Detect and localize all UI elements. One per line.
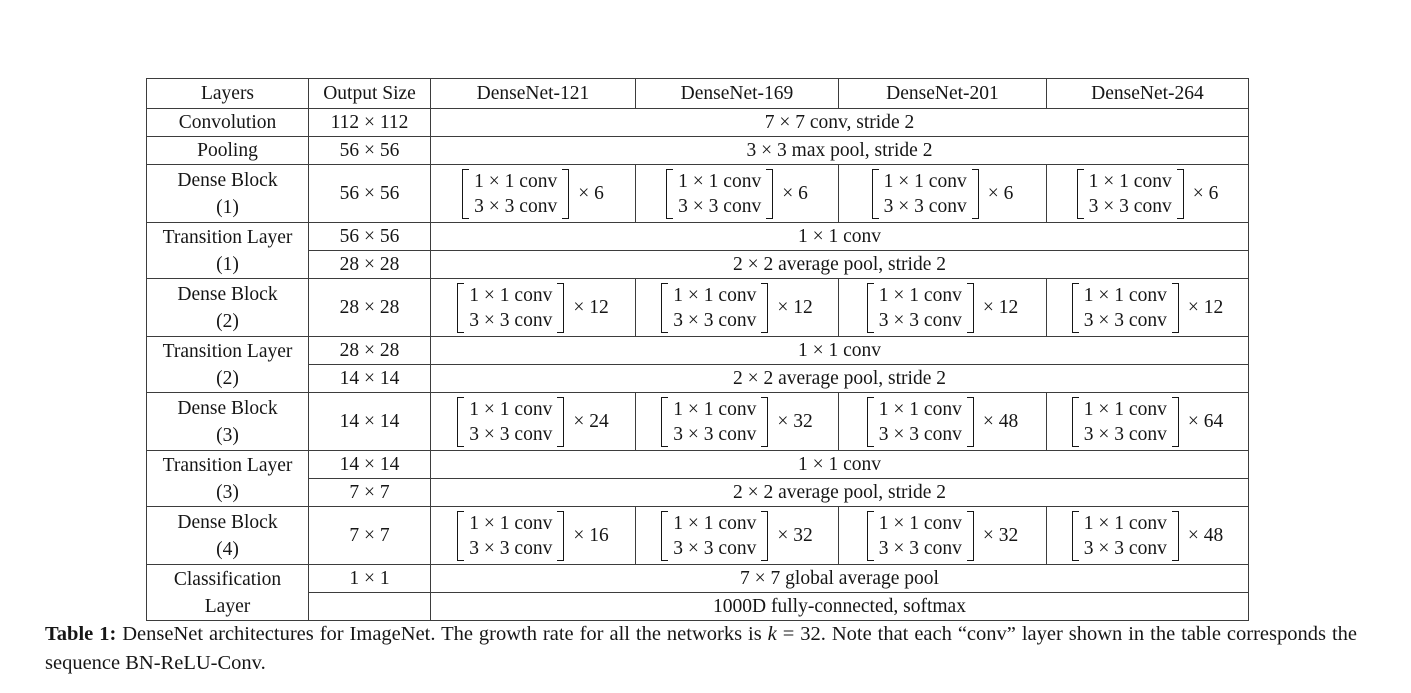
conv-line: 3 × 3 conv (878, 537, 962, 559)
conv-line: 1 × 1 conv (673, 512, 757, 534)
table-row (147, 365, 1249, 393)
conv-line: 1 × 1 conv (673, 398, 757, 420)
layer-name-line: Transition Layer (162, 454, 293, 476)
left-bracket-icon (661, 397, 668, 447)
left-bracket-icon (1072, 283, 1079, 333)
left-bracket-icon (867, 283, 874, 333)
repeat-count: × 6 (782, 182, 808, 204)
left-bracket-icon (867, 397, 874, 447)
layer-name-line: Dense Block (177, 397, 278, 419)
conv-line: 3 × 3 conv (469, 537, 553, 559)
conv-block-matrix (638, 511, 836, 561)
conv-line: 1 × 1 conv (678, 170, 762, 192)
repeat-count: × 12 (1187, 296, 1224, 318)
repeat-count: × 6 (1192, 182, 1219, 204)
conv-block-cell (431, 507, 636, 565)
conv-block-matrix (433, 397, 633, 447)
column-header: Output Size (309, 79, 431, 109)
right-bracket-icon (557, 511, 564, 561)
right-bracket-icon (766, 169, 773, 219)
caption-math-k: k (767, 623, 777, 645)
layer-name-line: (4) (216, 538, 239, 560)
table-row (147, 223, 1249, 251)
caption-text-after: = 32. Note that each “conv” layer shown in the table corresponds the sequence BN-ReLU-Conv. (45, 623, 1357, 674)
conv-line: 1 × 1 conv (469, 398, 553, 420)
left-bracket-icon (1077, 169, 1084, 219)
operation-cell: 2 × 2 average pool, stride 2 (431, 479, 1249, 507)
conv-block-lines (879, 397, 962, 447)
right-bracket-icon (761, 283, 768, 333)
left-bracket-icon (457, 397, 464, 447)
conv-block-matrix (841, 283, 1044, 333)
conv-block-lines (1089, 169, 1172, 219)
repeat-count: × 24 (573, 410, 609, 432)
caption-text-before: DenseNet architectures for ImageNet. The growth rate for all the networks is (116, 623, 768, 645)
layer-name-line: (1) (216, 253, 239, 275)
conv-block-cell (1047, 507, 1249, 565)
layer-name-cell (147, 165, 309, 223)
right-bracket-icon (1177, 169, 1184, 219)
layer-name-cell: Pooling (147, 137, 309, 165)
conv-line: 3 × 3 conv (673, 423, 757, 445)
layer-name-cell (147, 507, 309, 565)
layer-name-line: Dense Block (177, 283, 278, 305)
conv-block-matrix (638, 397, 836, 447)
conv-line: 3 × 3 conv (878, 423, 962, 445)
output-size-cell: 1 × 1 (309, 565, 431, 593)
output-size-cell: 112 × 112 (309, 109, 431, 137)
conv-line: 3 × 3 conv (469, 309, 553, 331)
conv-line: 3 × 3 conv (678, 195, 762, 217)
repeat-count: × 6 (578, 182, 604, 204)
conv-block-matrix (841, 397, 1044, 447)
conv-block-matrix (433, 169, 633, 219)
left-bracket-icon (462, 169, 469, 219)
column-header: Layers (147, 79, 309, 109)
output-size-cell: 14 × 14 (309, 393, 431, 451)
conv-block-lines (673, 397, 756, 447)
conv-block-matrix (1049, 397, 1246, 447)
output-size-cell: 56 × 56 (309, 223, 431, 251)
right-bracket-icon (967, 511, 974, 561)
conv-line: 1 × 1 conv (878, 284, 962, 306)
left-bracket-icon (661, 283, 668, 333)
left-bracket-icon (661, 511, 668, 561)
conv-line: 1 × 1 conv (469, 284, 553, 306)
layer-name-line: (2) (216, 367, 239, 389)
conv-block-matrix (841, 511, 1044, 561)
conv-line: 3 × 3 conv (673, 537, 757, 559)
column-header: DenseNet-169 (636, 79, 839, 109)
conv-line: 3 × 3 conv (469, 423, 553, 445)
right-bracket-icon (967, 283, 974, 333)
conv-block-lines (678, 169, 761, 219)
operation-cell: 7 × 7 conv, stride 2 (431, 109, 1249, 137)
repeat-count: × 32 (777, 524, 813, 546)
layer-name-cell: Convolution (147, 109, 309, 137)
operation-cell: 1000D fully-connected, softmax (431, 593, 1249, 621)
repeat-count: × 12 (573, 296, 609, 318)
conv-block-cell (839, 507, 1047, 565)
caption-label: Table 1: (45, 623, 117, 645)
conv-line: 1 × 1 conv (883, 170, 967, 192)
conv-block-cell (1047, 165, 1249, 223)
operation-cell: 7 × 7 global average pool (431, 565, 1249, 593)
repeat-count: × 48 (982, 410, 1019, 432)
repeat-count: × 48 (1187, 524, 1224, 546)
conv-block-cell (1047, 279, 1249, 337)
conv-block-lines (474, 169, 557, 219)
layer-name-cell (147, 451, 309, 507)
output-size-cell: 56 × 56 (309, 165, 431, 223)
right-bracket-icon (972, 169, 979, 219)
layer-name-line: Dense Block (177, 169, 278, 191)
conv-block-matrix (1049, 511, 1246, 561)
architecture-table (146, 78, 1249, 621)
left-bracket-icon (1072, 397, 1079, 447)
conv-line: 3 × 3 conv (1083, 309, 1167, 331)
conv-line: 3 × 3 conv (878, 309, 962, 331)
right-bracket-icon (1172, 511, 1179, 561)
table-row (147, 507, 1249, 565)
repeat-count: × 32 (777, 410, 813, 432)
repeat-count: × 12 (777, 296, 813, 318)
table-row (147, 393, 1249, 451)
layer-name-line: (3) (216, 424, 239, 446)
conv-block-cell (839, 279, 1047, 337)
left-bracket-icon (1072, 511, 1079, 561)
right-bracket-icon (557, 397, 564, 447)
table-row (147, 279, 1249, 337)
table-row (147, 165, 1249, 223)
repeat-count: × 12 (982, 296, 1019, 318)
table-row (147, 593, 1249, 621)
conv-line: 1 × 1 conv (878, 398, 962, 420)
layer-name-line: (1) (216, 196, 239, 218)
conv-block-lines (1084, 283, 1167, 333)
conv-block-matrix (1049, 169, 1246, 219)
table-row (147, 137, 1249, 165)
conv-line: 1 × 1 conv (673, 284, 757, 306)
right-bracket-icon (761, 511, 768, 561)
table-row (147, 451, 1249, 479)
conv-block-lines (469, 511, 552, 561)
operation-cell: 2 × 2 average pool, stride 2 (431, 365, 1249, 393)
output-size-cell: 56 × 56 (309, 137, 431, 165)
conv-line: 1 × 1 conv (878, 512, 962, 534)
layer-name-line: Layer (204, 595, 251, 617)
right-bracket-icon (562, 169, 569, 219)
column-header: DenseNet-201 (839, 79, 1047, 109)
right-bracket-icon (761, 397, 768, 447)
repeat-count: × 16 (573, 524, 609, 546)
conv-block-cell (431, 279, 636, 337)
conv-line: 3 × 3 conv (1088, 195, 1172, 217)
conv-line: 1 × 1 conv (1083, 398, 1167, 420)
conv-block-lines (673, 511, 756, 561)
table-row (147, 251, 1249, 279)
table-row (147, 337, 1249, 365)
output-size-cell (309, 593, 431, 621)
layer-name-cell (147, 337, 309, 393)
conv-block-lines (673, 283, 756, 333)
repeat-count: × 6 (987, 182, 1014, 204)
conv-block-cell (636, 279, 839, 337)
conv-block-lines (469, 397, 552, 447)
output-size-cell: 28 × 28 (309, 251, 431, 279)
left-bracket-icon (867, 511, 874, 561)
layer-name-line: Transition Layer (162, 340, 293, 362)
conv-block-cell (636, 165, 839, 223)
operation-cell: 2 × 2 average pool, stride 2 (431, 251, 1249, 279)
conv-block-matrix (638, 283, 836, 333)
conv-block-matrix (1049, 283, 1246, 333)
conv-line: 1 × 1 conv (1083, 512, 1167, 534)
output-size-cell: 14 × 14 (309, 451, 431, 479)
left-bracket-icon (457, 511, 464, 561)
conv-line: 3 × 3 conv (673, 309, 757, 331)
conv-line: 3 × 3 conv (1083, 423, 1167, 445)
conv-block-lines (884, 169, 967, 219)
conv-block-cell (839, 393, 1047, 451)
conv-line: 3 × 3 conv (1083, 537, 1167, 559)
operation-cell: 1 × 1 conv (431, 337, 1249, 365)
table-row (147, 479, 1249, 507)
conv-block-cell (431, 165, 636, 223)
layer-name-cell (147, 223, 309, 279)
table-caption (45, 620, 1357, 677)
table-row (147, 109, 1249, 137)
table-row (147, 565, 1249, 593)
output-size-cell: 7 × 7 (309, 507, 431, 565)
conv-block-matrix (433, 283, 633, 333)
left-bracket-icon (872, 169, 879, 219)
conv-block-lines (879, 511, 962, 561)
conv-block-lines (1084, 397, 1167, 447)
operation-cell: 3 × 3 max pool, stride 2 (431, 137, 1249, 165)
repeat-count: × 64 (1187, 410, 1224, 432)
repeat-count: × 32 (982, 524, 1019, 546)
left-bracket-icon (457, 283, 464, 333)
conv-block-lines (1084, 511, 1167, 561)
conv-block-cell (839, 165, 1047, 223)
operation-cell: 1 × 1 conv (431, 451, 1249, 479)
conv-line: 1 × 1 conv (469, 512, 553, 534)
layer-name-line: Transition Layer (162, 226, 293, 248)
header-row (147, 79, 1249, 109)
conv-block-lines (879, 283, 962, 333)
operation-cell: 1 × 1 conv (431, 223, 1249, 251)
conv-block-matrix (841, 169, 1044, 219)
layer-name-line: Classification (173, 568, 282, 590)
column-header: DenseNet-264 (1047, 79, 1249, 109)
conv-line: 1 × 1 conv (1083, 284, 1167, 306)
right-bracket-icon (557, 283, 564, 333)
layer-name-cell (147, 565, 309, 621)
conv-block-cell (636, 507, 839, 565)
conv-block-matrix (433, 511, 633, 561)
conv-block-lines (469, 283, 552, 333)
conv-block-cell (431, 393, 636, 451)
conv-block-cell (1047, 393, 1249, 451)
conv-line: 1 × 1 conv (474, 170, 558, 192)
layer-name-cell (147, 279, 309, 337)
output-size-cell: 28 × 28 (309, 337, 431, 365)
output-size-cell: 7 × 7 (309, 479, 431, 507)
output-size-cell: 28 × 28 (309, 279, 431, 337)
layer-name-cell (147, 393, 309, 451)
layer-name-line: Dense Block (177, 511, 278, 533)
conv-line: 3 × 3 conv (474, 195, 558, 217)
right-bracket-icon (1172, 397, 1179, 447)
conv-line: 3 × 3 conv (883, 195, 967, 217)
conv-block-cell (636, 393, 839, 451)
conv-line: 1 × 1 conv (1088, 170, 1172, 192)
conv-block-matrix (638, 169, 836, 219)
output-size-cell: 14 × 14 (309, 365, 431, 393)
layer-name-line: (3) (216, 481, 239, 503)
column-header: DenseNet-121 (431, 79, 636, 109)
right-bracket-icon (1172, 283, 1179, 333)
layer-name-line: (2) (216, 310, 239, 332)
right-bracket-icon (967, 397, 974, 447)
left-bracket-icon (666, 169, 673, 219)
